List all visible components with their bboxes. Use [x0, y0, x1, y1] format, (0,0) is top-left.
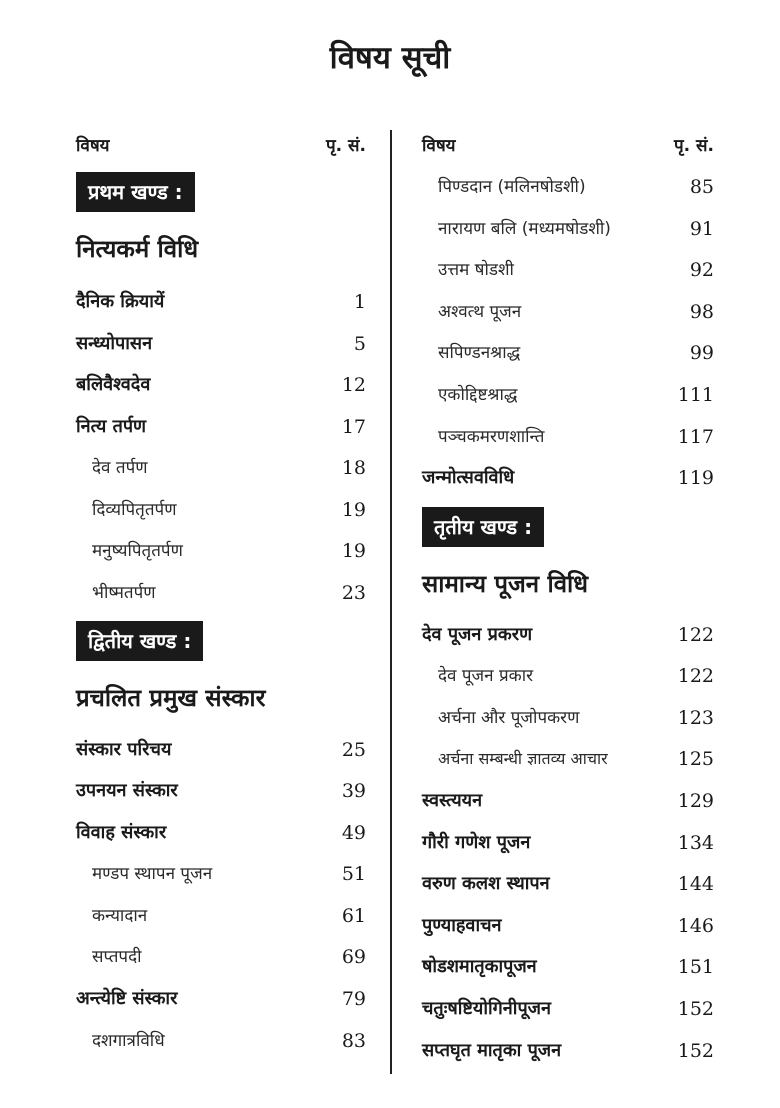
entry-page: 152	[677, 1040, 714, 1062]
entry-title: चतुःषष्टियोगिनीपूजन	[422, 998, 552, 1019]
toc-subentry[interactable]	[422, 297, 714, 327]
entry-page: 19	[341, 499, 366, 521]
toc-entry[interactable]	[422, 620, 714, 650]
toc-subentry[interactable]	[76, 1026, 366, 1056]
entry-title: सप्तपदी	[92, 947, 142, 967]
entry-title: सन्ध्योपासन	[76, 333, 153, 354]
toc-entry[interactable]	[422, 463, 714, 493]
toc-entry[interactable]	[76, 370, 366, 400]
entry-page: 91	[689, 218, 714, 240]
entry-title: विवाह संस्कार	[76, 822, 167, 843]
entry-page: 49	[341, 822, 366, 844]
section-subtitle-2: प्रचलित प्रमुख संस्कार	[76, 684, 266, 712]
toc-entry[interactable]	[76, 412, 366, 442]
entry-title: देव पूजन प्रकार	[438, 666, 534, 686]
entry-title: कन्यादान	[92, 906, 148, 926]
entry-page: 122	[677, 665, 714, 687]
toc-subentry[interactable]	[76, 859, 366, 889]
entry-title: षोडशमातृकापूजन	[422, 956, 537, 977]
header-page: पृ. सं.	[326, 136, 366, 156]
toc-subentry[interactable]	[422, 172, 714, 202]
entry-title: एकोद्दिष्टश्राद्ध	[438, 385, 518, 405]
entry-title: अर्चना और पूजोपकरण	[438, 708, 580, 728]
header-subject: विषय	[76, 136, 110, 156]
toc-subentry[interactable]	[76, 536, 366, 566]
page-title: विषय सूची	[329, 40, 451, 76]
section-label-3: तृतीय खण्ड :	[422, 507, 544, 547]
entry-title: पुण्याहवाचन	[422, 915, 502, 936]
column-divider	[390, 130, 392, 1074]
toc-subentry[interactable]	[422, 380, 714, 410]
entry-title: गौरी गणेश पूजन	[422, 832, 531, 853]
toc-entry[interactable]	[76, 735, 366, 765]
toc-entry[interactable]	[76, 984, 366, 1014]
entry-page: 5	[353, 333, 366, 355]
entry-page: 83	[341, 1030, 366, 1052]
entry-page: 123	[677, 707, 714, 729]
entry-title: अश्वत्थ पूजन	[438, 302, 522, 322]
entry-title: दैनिक क्रियायें	[76, 291, 165, 312]
entry-page: 125	[677, 748, 714, 770]
entry-page: 98	[689, 301, 714, 323]
entry-title: अन्त्येष्टि संस्कार	[76, 988, 178, 1009]
entry-page: 111	[677, 384, 714, 406]
toc-entry[interactable]	[76, 329, 366, 359]
toc-entry[interactable]	[422, 786, 714, 816]
entry-page: 19	[341, 540, 366, 562]
entry-page: 119	[677, 467, 714, 489]
section-subtitle-1: नित्यकर्म विधि	[76, 235, 199, 263]
toc-entry[interactable]	[422, 994, 714, 1024]
entry-page: 12	[341, 374, 366, 396]
entry-title: बलिवैश्वदेव	[76, 374, 151, 395]
entry-page: 17	[341, 416, 366, 438]
section-label-2: द्वितीय खण्ड :	[76, 621, 203, 661]
toc-subentry[interactable]	[422, 338, 714, 368]
entry-title: पञ्चकमरणशान्ति	[438, 427, 545, 447]
entry-title: भीष्मतर्पण	[92, 583, 156, 603]
entry-title: दिव्यपितृतर्पण	[92, 500, 177, 520]
entry-title: सप्तघृत मातृका पूजन	[422, 1040, 562, 1061]
toc-subentry[interactable]	[76, 453, 366, 483]
entry-page: 146	[677, 915, 714, 937]
entry-title: पिण्डदान (मलिनषोडशी)	[438, 177, 586, 197]
entry-title: संस्कार परिचय	[76, 739, 172, 760]
entry-page: 85	[689, 176, 714, 198]
entry-page: 117	[677, 426, 714, 448]
toc-subentry[interactable]	[422, 661, 714, 691]
entry-page: 23	[341, 582, 366, 604]
entry-title: नारायण बलि (मध्यमषोडशी)	[438, 219, 611, 239]
header-subject: विषय	[422, 136, 456, 156]
header-page: पृ. सं.	[674, 136, 714, 156]
entry-page: 51	[341, 863, 366, 885]
entry-page: 25	[341, 739, 366, 761]
entry-title: देव तर्पण	[92, 458, 148, 478]
toc-subentry[interactable]	[76, 495, 366, 525]
toc-entry[interactable]	[422, 869, 714, 899]
toc-subentry[interactable]	[422, 255, 714, 285]
entry-title: दशगात्रविधि	[92, 1031, 165, 1051]
entry-page: 69	[341, 946, 366, 968]
toc-entry[interactable]	[422, 1036, 714, 1066]
entry-title: उपनयन संस्कार	[76, 780, 178, 801]
toc-subentry[interactable]	[422, 744, 714, 774]
entry-title: नित्य तर्पण	[76, 416, 147, 437]
entry-page: 1	[353, 291, 366, 313]
entry-page: 152	[677, 998, 714, 1020]
toc-subentry[interactable]	[422, 703, 714, 733]
entry-page: 18	[341, 457, 366, 479]
entry-page: 39	[341, 780, 366, 802]
entry-page: 151	[677, 956, 714, 978]
entry-page: 134	[677, 832, 714, 854]
column-header	[422, 131, 714, 161]
entry-title: स्वस्त्ययन	[422, 790, 483, 811]
entry-page: 61	[341, 905, 366, 927]
toc-subentry[interactable]	[422, 422, 714, 452]
entry-page: 122	[677, 624, 714, 646]
entry-title: देव पूजन प्रकरण	[422, 624, 533, 645]
entry-title: जन्मोत्सवविधि	[422, 467, 515, 488]
entry-title: उत्तम षोडशी	[438, 260, 514, 280]
toc-entry[interactable]	[76, 818, 366, 848]
entry-title: सपिण्डनश्राद्ध	[438, 343, 521, 363]
toc-entry[interactable]	[422, 911, 714, 941]
entry-page: 79	[341, 988, 366, 1010]
toc-subentry[interactable]	[422, 214, 714, 244]
toc-entry[interactable]	[76, 287, 366, 317]
entry-page: 99	[689, 342, 714, 364]
toc-entry[interactable]	[76, 776, 366, 806]
entry-title: अर्चना सम्बन्धी ज्ञातव्य आचार	[438, 749, 608, 768]
toc-entry[interactable]	[422, 952, 714, 982]
section-label-1: प्रथम खण्ड :	[76, 172, 195, 212]
toc-entry[interactable]	[422, 828, 714, 858]
toc-subentry[interactable]	[76, 901, 366, 931]
entry-title: मण्डप स्थापन पूजन	[92, 864, 213, 884]
section-subtitle-3: सामान्य पूजन विधि	[422, 570, 589, 598]
entry-page: 92	[689, 259, 714, 281]
column-header	[76, 131, 366, 161]
entry-page: 129	[677, 790, 714, 812]
toc-subentry[interactable]	[76, 578, 366, 608]
toc-subentry[interactable]	[76, 942, 366, 972]
entry-title: वरुण कलश स्थापन	[422, 873, 550, 894]
entry-page: 144	[677, 873, 714, 895]
entry-title: मनुष्यपितृतर्पण	[92, 541, 183, 561]
